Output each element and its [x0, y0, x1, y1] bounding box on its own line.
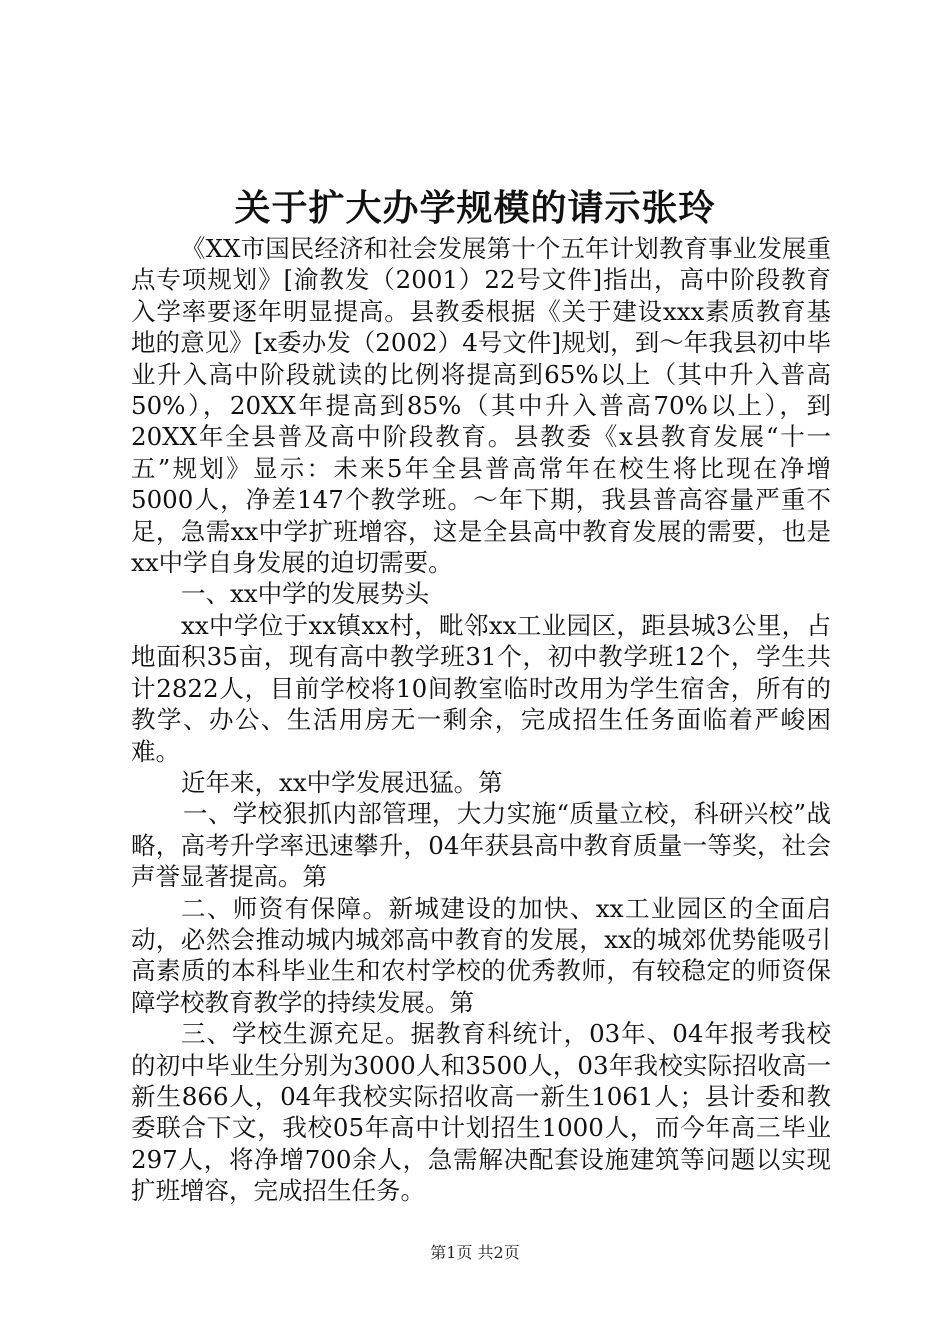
paragraph-point-three: 三、学校生源充足。据教育科统计，03年、04年报考我校的初中毕业生分别为3000人和3500人，03年我校实际招收高一新生866人，04年我校实际招收高一新生1061人；县计委和教委联合下文，我校05年高中计划招生1000人，而今年高三毕业297人，将净增700余人，急需解决配套设施建筑等问题以实现扩班增容，完成招生任务。	[131, 1019, 831, 1206]
paragraph-recent-years: 近年来，xx中学发展迅猛。第	[181, 767, 503, 797]
paragraph-point-two: 二、师资有保障。新城建设的加快、xx工业园区的全面启动，必然会推动城内城郊高中教育的发展，xx的城郊优势能吸引高素质的本科毕业生和农村学校的优秀教师，有较稳定的师资保障学校教育教学的持续发展。第	[131, 893, 831, 1017]
paragraph-school-overview: xx中学位于xx镇xx村，毗邻xx工业园区，距县城3公里，占地面积35亩，现有高中教学班31个，初中教学班12个，学生共计2822人，目前学校将10间教室临时改用为学生宿舍，所有的教学、办公、生活用房无一剩余，完成招生任务面临着严峻困难。	[131, 610, 831, 766]
section-heading-development: 一、xx中学的发展势头	[181, 579, 430, 609]
page-number-footer: 第1页 共2页	[430, 1243, 520, 1262]
document-title: 关于扩大办学规模的请示张玲	[234, 187, 716, 229]
paragraph-point-one: 一、学校狠抓内部管理，大力实施“质量立校，科研兴校”战略，高考升学率迅速攀升，04年获县高中教育质量一等奖，社会声誉显著提高。第	[131, 799, 831, 892]
document-body	[131, 233, 831, 1207]
paragraph-intro: 《XX市国民经济和社会发展第十个五年计划教育事业发展重点专项规划》[渝教发（2001）22号文件]指出，高中阶段教育入学率要逐年明显提高。县教委根据《关于建设xxx素质教育基地的意见》[x委办发（2002）4号文件]规划，到～年我县初中毕业升入高中阶段就读的比例将提高到65%以上（其中升入普高50%），20XX年提高到85%（其中升入普高70%以上），到20XX年全县普及高中阶段教育。县教委《x县教育发展“十一五”规划》显示：未来5年全县普高常年在校生将比现在净增5000人，净差147个教学班。～年下期，我县普高容量严重不足，急需xx中学扩班增容，这是全县高中教育发展的需要，也是xx中学自身发展的迫切需要。	[131, 234, 831, 578]
